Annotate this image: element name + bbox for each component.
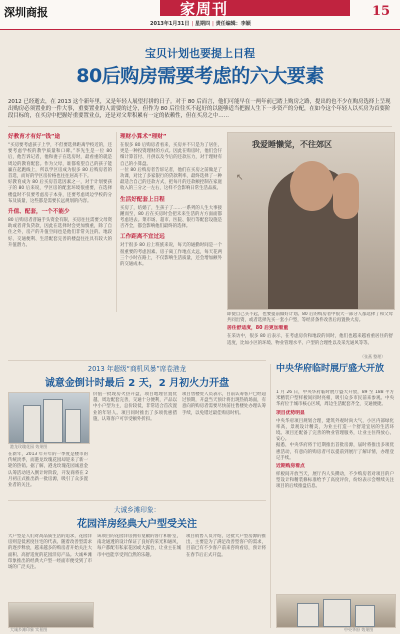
- section-divider: [8, 500, 266, 501]
- right-story-headline: 中央华府临时展厅盛大开放: [276, 364, 385, 374]
- column-divider: [270, 364, 271, 628]
- main-column-2: [120, 130, 222, 316]
- paragraph: 好教育成为 80 后买房首选因素之一，对于计划要孩子的 80 后来说，学区房的配套环境很重要，在选择楼盘时不仅要考虑房子本身，还要考虑周边学校的分布及质量，这些都是需要长远规划的内容。: [8, 180, 112, 204]
- section2-column-1: 在新年，2013 年开年的一季度是楼市的传统淡季，而港龙玫瑰花园却迎来了新一轮的热销。据了解，港龙玫瑰花园诚意金认筹活动进入倒计时阶段，开发商将在 2 月初正式推出新一批房源，吸引了众多置业者的关注。: [8, 452, 88, 489]
- main-photo: [227, 132, 395, 310]
- section3-kicker: 大诚乡滩印象：: [113, 506, 161, 514]
- person-arm: [333, 173, 359, 219]
- subhead: 项目优势明显: [276, 410, 305, 416]
- paragraph: 1 月 26 日，中央华府临时展厅盛大开放，89 至 188 平方米精装户型样板间同时亮相，吸引众多市民前来参观。中央华府位于城市核心区域，周边生活配套齐全，交通便捷。: [276, 390, 394, 408]
- subhead: 近期购房看点: [276, 464, 305, 470]
- header-rule: [0, 29, 400, 30]
- section-divider: [8, 360, 266, 361]
- main-column-1: [8, 130, 112, 316]
- subhead: 理财小算术“理财”: [120, 134, 167, 140]
- lead-divider: [8, 126, 392, 127]
- section3-headline: 花园洋房经典大户型受关注: [77, 519, 197, 530]
- paragraph: 样板间开放当天，展厅内人头攒动，不少购房者对项目的户型设计和精装修标准给予了高度评价，纷纷表示会继续关注项目的后续推盘信息。: [276, 472, 394, 490]
- newspaper-logo: 深圳商报: [4, 6, 48, 19]
- section3-column-1: 大户型是人们对高品质生活的追求，花园洋房则是低密度住宅的代表。随着改善型需求的逐步释放，越来越多的购房者开始关注大面积、高舒适度的花园洋房产品。大诚乡滩印象推出的经典大户型一经面市便受到了市场的广泛关注。: [8, 534, 92, 571]
- column-divider: [116, 132, 117, 312]
- main-lead: 2012 已经逝去，在 2013 这个新年里，又是年轻人展望打拼的日子。对于 80 后而言，他们可能早在一两年前已踏上购房之路，提出的也不少在购房选择上呈现出购房必须置业的一件大事，重要置业的人需要的过分，但作为 80 后往往买不起好的以能够适当把握人生下一步资产的分配，在如今这个年轻人以买房为首要阶段目标的，在买房中把握好重要置业点，还是对父辈积累有一定的依赖性，但在买房之中……: [8, 99, 391, 120]
- section2-headline: 诚意金倒计时最后 2 天，2 月初火力开盘: [44, 378, 230, 389]
- section3-column-3: 项目销售人员介绍，这批大户型房源的推出，主要是为了满足改善型客户的需求，目前已有不少客户前来咨询看房，预计将在春节后正式开盘。: [186, 534, 266, 558]
- main-column-3: [227, 312, 393, 352]
- paragraph: 一位 80 后购房者告诉记者，他们在买房之前做足了功课，对比了多家银行的贷款利率，最终选择了一种最适合自己的还款方式，把每月的还款额控制在家庭收入的三分之一左右，这样不会影响日常生活品质。: [120, 167, 222, 192]
- building-shape: [297, 603, 319, 627]
- right-story-body: [276, 390, 394, 590]
- subhead: 升值、配套，一个不能少: [8, 209, 70, 216]
- issue-weekday: 星期四: [195, 21, 211, 27]
- paragraph: 80 后购房者普遍手头资金有限，买房往往需要父母资助或者背负贷款，因此在选择时会更加慎重，除了自住之外，房产的升值空间也是他们非常关注的。地段好、交通便利、生活配套完善的楼盘往往具有较大的升值潜力。: [8, 218, 112, 248]
- paragraph: 即使自己买不起，也要提前做好计划。80 后的购房者中很大一部分人都选择了和父母共同出资，或者选择先买一套小户型，等经济条件改善后再置换大房。: [227, 312, 393, 324]
- building-shape: [355, 605, 375, 627]
- building-shape: [65, 409, 81, 443]
- section2-column-2: 价值一批现房火热开盘，项目地理位置优越，周边配套完善，交通十分便利，产品以中小户型为主，总价较低，非常适合首次置业的年轻人。项目同时推出了多项优惠措施，认筹客户可享受额外折扣。: [93, 392, 177, 422]
- subhead: 工作距离不宜过远: [120, 234, 165, 241]
- paragraph: 中央华府项目规划合理，建筑外观时尚大气，小区内部绿化率高，景观设计精美，为业主打造一个舒适宜居的生活环境。项目还配备了完善的物业管理服务，让业主住得放心、安心。: [276, 418, 394, 443]
- section2-photo: [8, 392, 90, 444]
- section3-photo: [8, 602, 94, 628]
- building-shape: [323, 599, 351, 627]
- issue-date: 2013年1月31日: [150, 21, 190, 27]
- subhead: 居住舒适度，80 后更加看重: [227, 326, 289, 332]
- main-kicker: 宝贝计划也要提上日程: [145, 47, 255, 60]
- dateline: 2013年1月31日 | 星期四 | 责任编辑：李颖: [150, 21, 251, 27]
- subhead: 好教育才有好“钱”途: [8, 134, 61, 140]
- mouse-cursor-icon: ↖: [236, 173, 244, 183]
- section2-column-3: 项目售楼处人员表示，目前认筹客户已经超过预期，开盘当天预计将出现热销场面，有意向的购房者需要尽快前往售楼处办理认筹手续，以免错过最佳购房时机。: [182, 392, 266, 416]
- photo-credit: 大诚乡滩印象 实景图: [10, 627, 48, 632]
- building-shape: [23, 405, 41, 443]
- photo-credit: 中央华府 效果图: [344, 627, 374, 632]
- subhead: 生活好配套上日程: [120, 196, 165, 203]
- right-story-photo: [276, 594, 396, 628]
- main-headline: 80后购房需要考虑的六大要素: [76, 65, 324, 87]
- page-number: 15: [372, 4, 391, 19]
- section-title: 家周刊: [180, 0, 229, 18]
- building-shape: [43, 399, 63, 443]
- editor-credit: 责任编辑：李颖: [215, 21, 251, 27]
- paragraph: “买房要考虑孩子上学，不但要选择距离学校近的，还要考虑学校的教学质量和口碑。”李先生是一位 80 后，他告诉记者，他和妻子在选房时，最看重的就是周边的教育配套。作为父母，谁都希望自己的孩子能赢在起跑线上，所以学区房成为很多 80 后购房者的首选，而好的学区房价格也往往居高不下。: [8, 143, 112, 180]
- paragraph: 在很多 80 后购房者看来，买房并不只是为了居住，更是一种投资理财的方式。因此在购房时，他们会仔细计算首付、月供以及今后的还款压力，对于理财有自己的小算盘。: [120, 143, 222, 167]
- section3-column-2: 该项目的花园洋房拥有宽敞的客厅和卧室，南北通透的设计保证了良好的采光和通风，每户都配有私家花园或大露台，让业主在城市中也能享受到自然的乐趣。: [97, 534, 181, 558]
- section2-kicker: 2013 年超级“商机风暴”席卷港龙: [87, 365, 187, 373]
- paragraph: 买房了，结婚了，生孩子了……一系列的人生大事接踵而至，80 后在买房时会把未来生活的方方面面都考虑进去。菜市场、超市、医院、银行等配套设施是否齐全，都会影响他们最终的选择。: [120, 205, 222, 230]
- photo-caption: 我爱睡懒觉，不往郊区: [252, 140, 332, 149]
- person-head: [290, 161, 334, 211]
- photo-credit: 港龙玫瑰花园 效果图: [10, 444, 48, 449]
- author-credit: （张燕 整理）: [360, 354, 386, 359]
- paragraph: 据悉，中央华府将于近期推出首批房源，届时将推出多项优惠活动，有意向的购房者可以提前到展厅了解详情，办理登记手续。: [276, 443, 394, 461]
- paragraph: 对于很多 80 后上班族来说，每天的通勤时间是一个很重要的考虑因素。房子离工作地点太远，每天花两三个小时在路上，不仅影响生活质量，还会增加额外的交通成本。: [120, 243, 222, 268]
- paragraph: 在采访中，很多 80 后表示，在考虑房价和地段的同时，他们也越来越看重居住的舒适度，比如小区的环境、物业管理水平、户型的合理性以及采光通风等等。: [227, 334, 393, 346]
